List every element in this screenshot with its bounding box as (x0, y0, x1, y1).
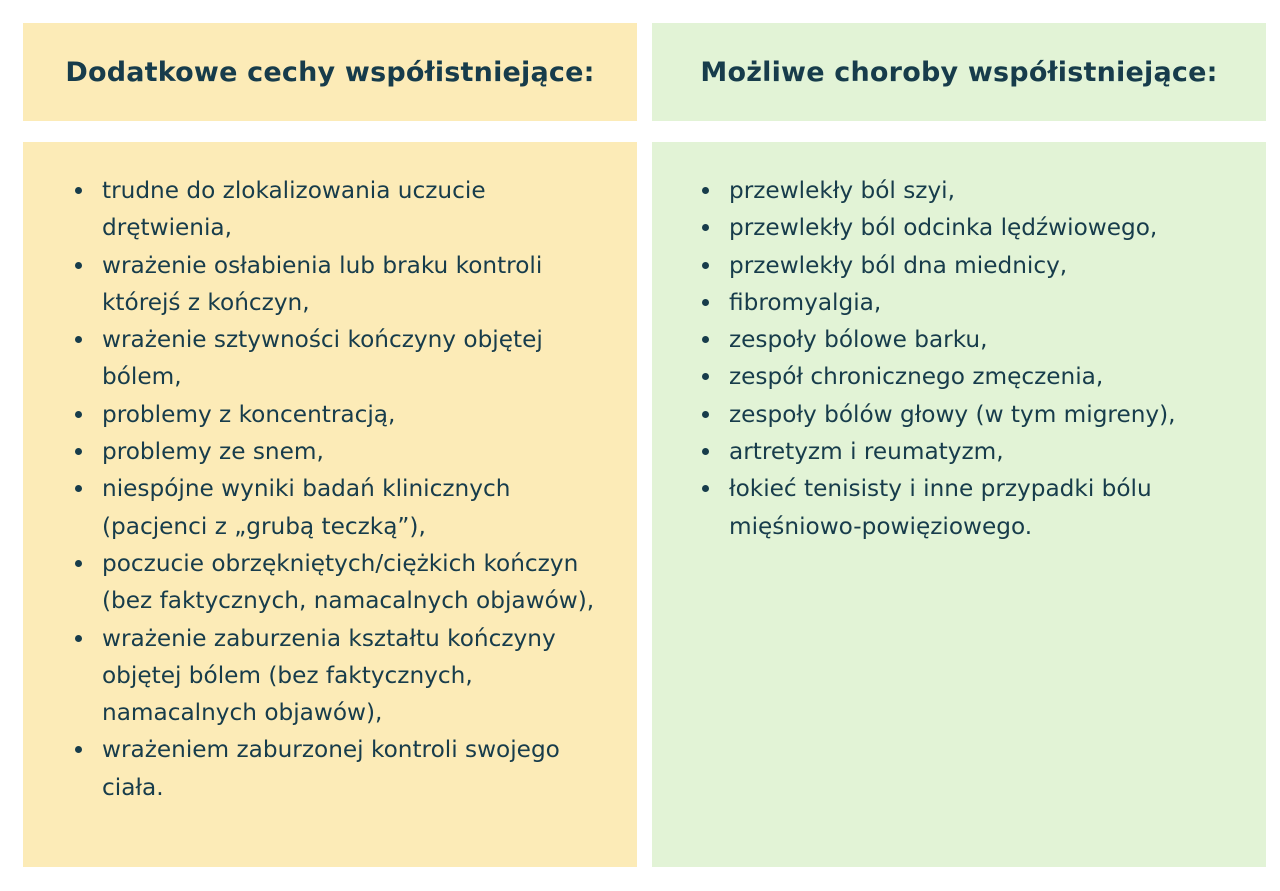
list-item-text: zespół chronicznego zmęczenia, (729, 363, 1104, 391)
list-item-text: poczucie obrzękniętych/ciężkich kończyn (bez faktycznych, namacalnych objawów), (102, 549, 595, 615)
bullet-icon (75, 448, 82, 455)
bullet-icon (702, 485, 709, 492)
list-item-text: niespójne wyniki badań klinicznych (pacjenci z „grubą teczką”), (102, 475, 511, 540)
list-item-text: fibromyalgia, (729, 288, 882, 316)
bullet-icon (702, 262, 709, 269)
bullet-icon (75, 485, 82, 492)
list-item-text: zespoły bólów głowy (w tym migreny), (729, 400, 1176, 428)
bullet-icon (702, 411, 709, 418)
right-column-body (652, 142, 1266, 867)
list-item-text: problemy ze snem, (102, 438, 324, 466)
list-item (102, 321, 622, 396)
bullet-icon (702, 224, 709, 231)
list-item (102, 731, 622, 806)
list-item-text: trudne do zlokalizowania uczucie drętwienia, (102, 177, 486, 242)
list-item (729, 470, 1259, 545)
list-item-text: przewlekły ból szyi, (729, 177, 955, 204)
list-item (102, 470, 622, 545)
left-column-heading: Dodatkowe cechy współistniejące: (65, 56, 595, 88)
bullet-icon (75, 411, 82, 418)
bullet-icon (702, 373, 709, 380)
bullet-icon (702, 187, 709, 194)
list-item (729, 284, 1259, 321)
list-item (729, 247, 1259, 284)
list-item (729, 396, 1259, 433)
list-item-text: artretyzm i reumatyzm, (729, 438, 1004, 466)
left-column-header (23, 23, 637, 121)
list-item-text: łokieć tenisisty i inne przypadki bólu mięśniowo-powięziowego. (729, 475, 1152, 540)
list-item-text: zespoły bólowe barku, (729, 326, 988, 354)
bullet-icon (75, 187, 82, 194)
bullet-icon (75, 262, 82, 269)
right-column-heading: Możliwe choroby współistniejące: (700, 56, 1218, 88)
bullet-icon (702, 336, 709, 343)
list-item (729, 433, 1259, 470)
bullet-icon (702, 299, 709, 306)
list-item (102, 172, 622, 247)
list-item-text: wrażenie sztywności kończyny objętej bólem, (102, 326, 543, 391)
list-item (729, 209, 1259, 246)
list-item-text: wrażenie zaburzenia kształtu kończyny objętej bólem (bez faktycznych, namacalnych objawów), (102, 624, 556, 727)
coexisting-features-list (102, 172, 622, 806)
list-item-text: przewlekły ból odcinka lędźwiowego, (729, 214, 1158, 242)
list-item (102, 247, 622, 322)
list-item (102, 396, 622, 433)
list-item-text: wrażeniem zaburzonej kontroli swojego ciała. (102, 736, 560, 801)
bullet-icon (75, 746, 82, 753)
list-item (729, 321, 1259, 358)
list-item-text: wrażenie osłabienia lub braku kontroli którejś z kończyn, (102, 251, 543, 316)
list-item (102, 620, 622, 732)
bullet-icon (75, 560, 82, 567)
bullet-icon (75, 336, 82, 343)
left-column-body (23, 142, 637, 867)
list-item (729, 358, 1259, 395)
list-item (102, 433, 622, 470)
list-item (729, 172, 1259, 209)
comorbid-diseases-list (729, 172, 1259, 545)
list-item-text: problemy z koncentracją, (102, 400, 396, 428)
list-item (102, 545, 622, 620)
bullet-icon (75, 635, 82, 642)
bullet-icon (702, 448, 709, 455)
right-column-header (652, 23, 1266, 121)
list-item-text: przewlekły ból dna miednicy, (729, 251, 1068, 279)
